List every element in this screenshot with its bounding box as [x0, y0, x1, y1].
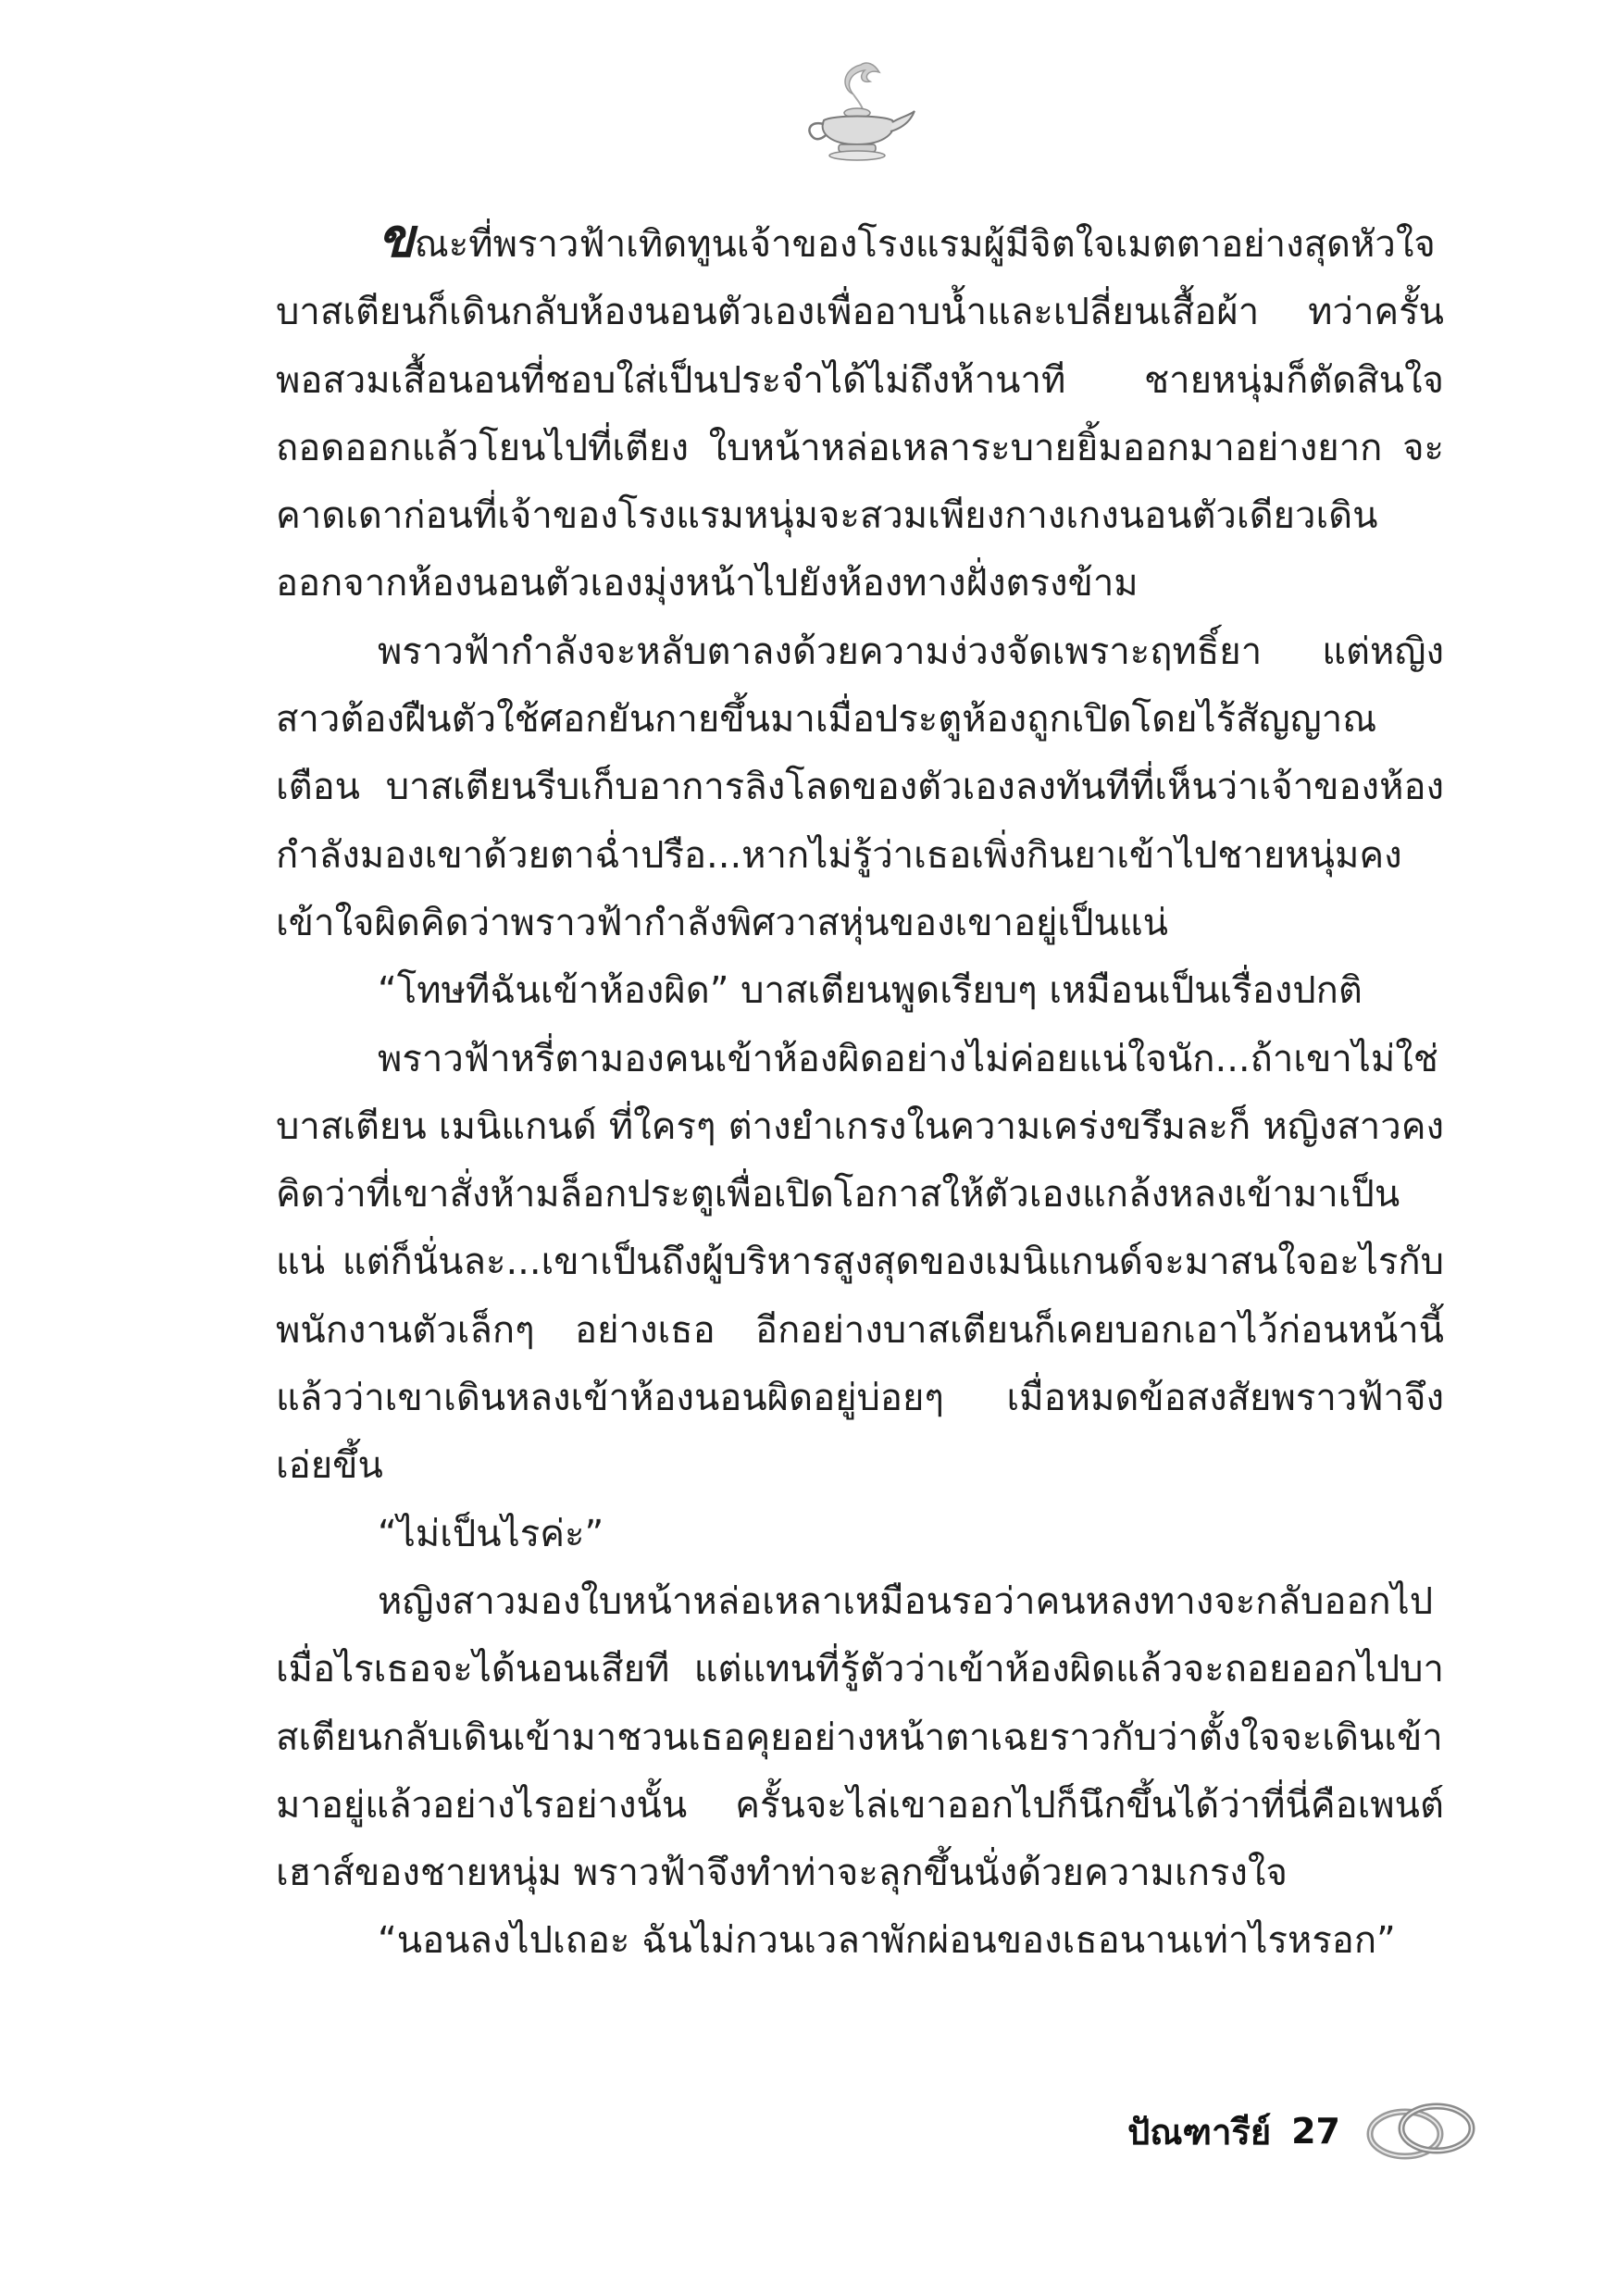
magic-lamp-icon	[796, 56, 916, 162]
page-number: 27	[1291, 2111, 1340, 2152]
drop-cap: ข	[378, 206, 415, 269]
paragraph-7: “นอนลงไปเถอะ ฉันไม่กวนเวลาพักผ่อนของเธอนานเท่าไรหรอก”	[378, 1919, 1396, 1963]
page-footer	[1127, 2094, 1479, 2168]
body-text	[276, 206, 1444, 1976]
wedding-rings-icon	[1361, 2099, 1479, 2164]
author-name: ปัณฑารีย์	[1127, 2111, 1272, 2152]
paragraph-5: “ไม่เป็นไรค่ะ”	[378, 1512, 604, 1555]
paragraph-2: พราวฟ้ากำลังจะหลับตาลงด้วยความง่วงจัดเพราะฤทธิ์ยา แต่หญิงสาวต้องฝืนตัวใช้ศอกยันกายขึ้นมาเมื่อประตูห้องถูกเปิดโดยไร้สัญญาณเตือน บาสเตียนรีบเก็บอาการลิงโลดของตัวเองลงทันทีที่เห็นว่าเจ้าของห้องกำลังมองเขาด้วยตาฉ่ำปรือ...หากไม่รู้ว่าเธอเพิ่งกินยาเข้าไปชายหนุ่มคงเข้าใจผิดคิดว่าพราวฟ้ากำลังพิศวาสหุ่นของเขาอยู่เป็นแน่	[276, 630, 1444, 944]
paragraph-3: “โทษทีฉันเข้าห้องผิด” บาสเตียนพูดเรียบๆ เหมือนเป็นเรื่องปกติ	[378, 969, 1363, 1013]
paragraph-6: หญิงสาวมองใบหน้าหล่อเหลาเหมือนรอว่าคนหลงทางจะกลับออกไปเมื่อไรเธอจะได้นอนเสียที แต่แทนที่รู้ตัวว่าเข้าห้องผิดแล้วจะถอยออกไปบาสเตียนกลับเดินเข้ามาชวนเธอคุยอย่างหน้าตาเฉยราวกับว่าตั้งใจจะเดินเข้ามาอยู่แล้วอย่างไรอย่างนั้น ครั้นจะไล่เขาออกไปก็นึกขึ้นได้ว่าที่นี่คือเพนต์เฮาส์ของชายหนุ่ม พราวฟ้าจึงทำท่าจะลุกขึ้นนั่งด้วยความเกรงใจ	[276, 1579, 1444, 1895]
paragraph-4: พราวฟ้าหรี่ตามองคนเข้าห้องผิดอย่างไม่ค่อยแน่ใจนัก...ถ้าเขาไม่ใช่บาสเตียน เมนิแกนด์ ที่ใครๆ ต่างยำเกรงในความเคร่งขรึมละก็ หญิงสาวคงคิดว่าที่เขาสั่งห้ามล็อกประตูเพื่อเปิดโอกาสให้ตัวเองแกล้งหลงเข้ามาเป็นแน่ แต่ก็นั่นละ...เขาเป็นถึงผู้บริหารสูงสุดของเมนิแกนด์จะมาสนใจอะไรกับพนักงานตัวเล็กๆ อย่างเธอ อีกอย่างบาสเตียนก็เคยบอกเอาไว้ก่อนหน้านี้แล้วว่าเขาเดินหลงเข้าห้องนอนผิดอยู่บ่อยๆ เมื่อหมดข้อสงสัยพราวฟ้าจึงเอ่ยขึ้น	[276, 1037, 1444, 1488]
paragraph-1: ขณะที่พราวฟ้าเทิดทูนเจ้าของโรงแรมผู้มีจิตใจเมตตาอย่างสุดหัวใจ บาสเตียนก็เดินกลับห้องนอนตัวเองเพื่ออาบน้ำและเปลี่ยนเสื้อผ้า ทว่าครั้นพอสวมเสื้อนอนที่ชอบใส่เป็นประจำได้ไม่ถึงห้านาที ชายหนุ่มก็ตัดสินใจถอดออกแล้วโยนไปที่เตียง ใบหน้าหล่อเหลาระบายยิ้มออกมาอย่างยาก จะคาดเดาก่อนที่เจ้าของโรงแรมหนุ่มจะสวมเพียงกางเกงนอนตัวเดียวเดินออกจากห้องนอนตัวเองมุ่งหน้าไปยังห้องทางฝั่งตรงข้าม	[276, 206, 1444, 605]
